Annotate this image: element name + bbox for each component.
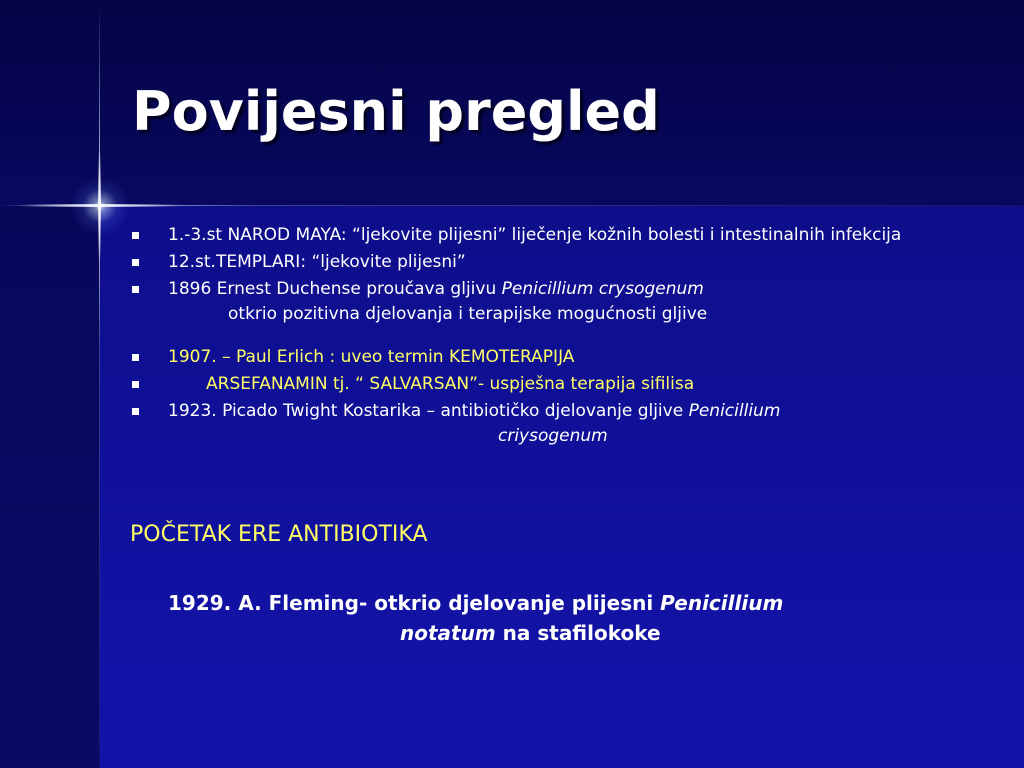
slide-title: Povijesni pregled bbox=[132, 80, 660, 143]
bullet-square-icon bbox=[132, 381, 139, 388]
bullet-continuation: criysogenum bbox=[498, 426, 608, 446]
fleming-text: 1929. A. Fleming- otkrio djelovanje plijesni bbox=[168, 591, 661, 615]
fleming-text-end: na stafilokoke bbox=[495, 621, 661, 645]
bullet-item bbox=[128, 402, 988, 420]
bullet-item bbox=[128, 280, 988, 298]
bullet-item bbox=[128, 253, 988, 271]
bullet-square-icon bbox=[132, 286, 139, 293]
bullet-item bbox=[128, 348, 988, 366]
left-band bbox=[0, 206, 100, 768]
fleming-statement bbox=[168, 588, 928, 648]
species-name: Penicillium crysogenum bbox=[501, 279, 704, 299]
bullet-text: 1896 Ernest Duchense proučava gljivu bbox=[168, 279, 502, 299]
species-name: Penicillium bbox=[688, 401, 781, 421]
star-ray-vertical bbox=[98, 150, 101, 260]
fleming-line-2 bbox=[168, 618, 928, 648]
vertical-divider bbox=[99, 0, 100, 768]
bullet-text: ARSEFANAMIN tj. “ SALVARSAN”- uspješna terapija sifilisa bbox=[206, 374, 695, 394]
bullet-text: 1907. – Paul Erlich : uveo termin KEMOTERAPIJA bbox=[168, 347, 575, 367]
bullet-square-icon bbox=[132, 408, 139, 415]
bullet-text: 12.st.TEMPLARI: “ljekovite plijesni” bbox=[168, 252, 466, 272]
bullet-text: 1923. Picado Twight Kostarika – antibiotičko djelovanje gljive bbox=[168, 401, 689, 421]
bullet-list bbox=[128, 226, 988, 445]
bullet-square-icon bbox=[132, 354, 139, 361]
bullet-square-icon bbox=[132, 232, 139, 239]
bullet-continuation: otkrio pozitivna djelovanja i terapijske mogućnosti gljive bbox=[228, 304, 708, 324]
bullet-square-icon bbox=[132, 259, 139, 266]
spacer bbox=[128, 332, 988, 348]
species-name: notatum bbox=[400, 621, 496, 645]
bullet-item bbox=[128, 375, 988, 393]
species-name: Penicillium bbox=[660, 591, 784, 615]
era-heading: POČETAK ERE ANTIBIOTIKA bbox=[130, 522, 428, 547]
bullet-text: 1.-3.st NAROD MAYA: “ljekovite plijesni” liječenje kožnih bolesti i intestinalnih infekcija bbox=[168, 225, 902, 245]
bullet-item bbox=[128, 226, 988, 244]
